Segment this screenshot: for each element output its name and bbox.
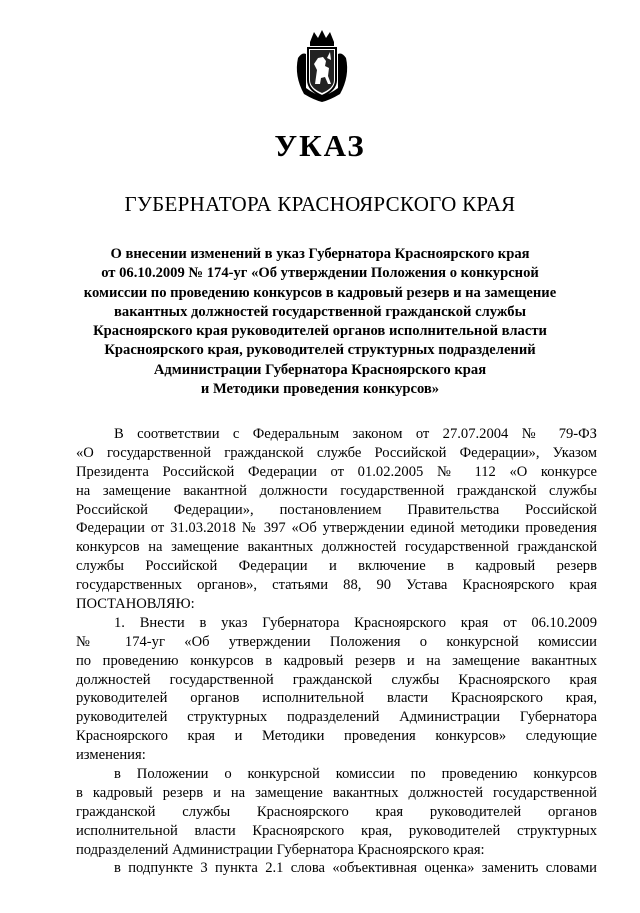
body-line: руководителей структурных подразделений Администрации Губернатора [76, 709, 597, 726]
body-line: должностей государственной гражданской службы Красноярского края [76, 671, 597, 688]
heading-line: Красноярского края, руководителей структурных подразделений [104, 342, 536, 359]
body-line: Федерации от 31.03.2018 № 397 «Об утверждении единой методики проведения [76, 520, 597, 537]
heading-line: Красноярского края руководителей органов исполнительной власти [93, 323, 547, 340]
body-line: на замещение вакантной должности государственной гражданской службы [76, 482, 597, 499]
body-line: в кадровый резерв и на замещение вакантных должностей государственной [76, 784, 597, 801]
body-line: руководителей органов исполнительной власти Красноярского края, [76, 690, 597, 707]
body-line: по проведению конкурсов в кадровый резерв и на замещение вакантных [76, 652, 597, 669]
body-line: гражданской службы Красноярского края руководителей органов [76, 803, 597, 820]
body-line: исполнительной власти Красноярского края, руководителей структурных [76, 822, 597, 839]
body-line: государственных органов», статьями 88, 90 Устава Красноярского края [76, 577, 597, 594]
document-title: УКАЗ [274, 128, 366, 163]
body-line: подразделений Администрации Губернатора Красноярского края: [76, 841, 485, 858]
heading-line: от 06.10.2009 № 174-уг «Об утверждении Положения о конкурсной [101, 265, 539, 282]
krasnoyarsk-coat-of-arms-icon [290, 28, 354, 104]
body-line: в подпункте 3 пункта 2.1 слова «объективная оценка» заменить словами [114, 860, 597, 877]
body-line: Российской Федерации», постановлением Правительства Российской [76, 501, 597, 518]
body-line: конкурсов на замещение вакантных должностей государственной гражданской [76, 539, 597, 556]
document-body [76, 425, 597, 878]
heading-line: и Методики проведения конкурсов» [200, 381, 440, 398]
body-line: Красноярского края и Методики проведения конкурсов» следующие [76, 728, 597, 745]
heading-line: О внесении изменений в указ Губернатора Красноярского края [110, 246, 530, 262]
body-line: Президента Российской Федерации от 01.02.2005 № 112 «О конкурсе [76, 463, 597, 480]
body-line: службы Российской Федерации и включение в кадровый резерв [76, 558, 597, 575]
heading-line: Администрации Губернатора Красноярского края [153, 361, 487, 378]
heading-line: вакантных должностей государственной гражданской службы [114, 303, 526, 320]
body-line: 1. Внести в указ Губернатора Красноярского края от 06.10.2009 [114, 614, 597, 631]
body-line: изменения: [76, 747, 146, 764]
body-line: ПОСТАНОВЛЯЮ: [76, 596, 195, 613]
body-line: В соответствии с Федеральным законом от 27.07.2004 № 79-ФЗ [114, 426, 597, 442]
body-line: «О государственной гражданской службе Российской Федерации», Указом [76, 444, 597, 461]
document-subtitle: ГУБЕРНАТОРА КРАСНОЯРСКОГО КРАЯ [124, 192, 516, 216]
document-heading [60, 245, 580, 399]
heading-line: комиссии по проведению конкурсов в кадровый резерв и на замещение [83, 284, 557, 301]
body-line: № 174-уг «Об утверждении Положения о конкурсной комиссии [76, 633, 597, 650]
body-line: в Положении о конкурсной комиссии по проведению конкурсов [114, 766, 597, 783]
